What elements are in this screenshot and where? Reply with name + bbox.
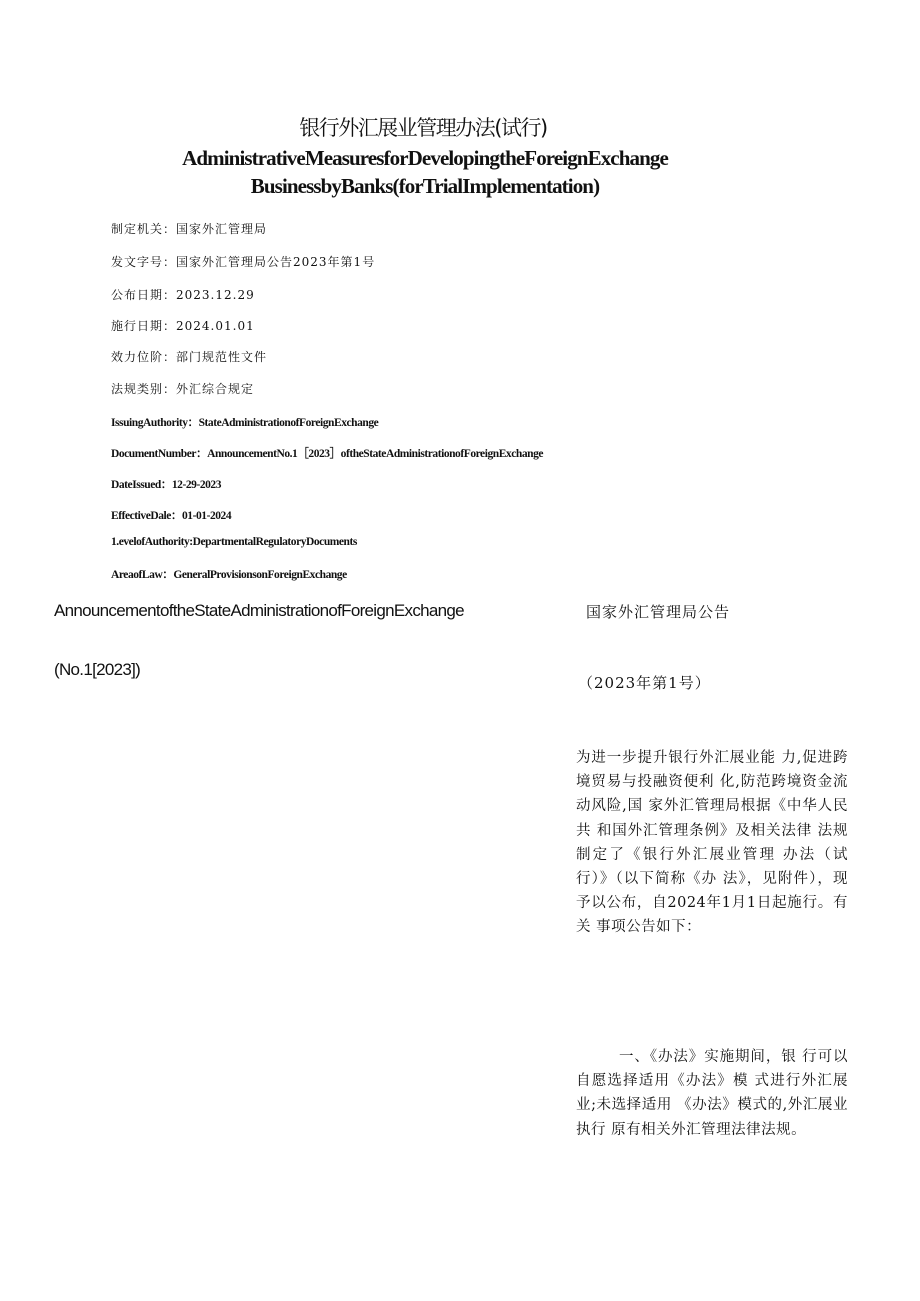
body-paragraph-intro: 为进一步提升银行外汇展业能 力,促进跨境贸易与投融资便利 化,防范跨境资金流动风险,国 家外汇管理局根据《中华人民共 和国外汇管理条例》及相关法律 法规制定了《银行外汇展业管理 办法（试行）》（以下简称《办 法》，见附件），现予以公布，自2024年1月1日起施行。有关 事项公告如下： <box>576 750 848 936</box>
meta-effective-date-cn <box>111 317 255 334</box>
meta-value: 2023.12.29 <box>176 288 255 302</box>
meta-value: 12-29-2023 <box>171 479 222 491</box>
announcement-title-cn: 国家外汇管理局公告 <box>586 603 731 621</box>
announcement-title-en: AnnouncementoftheStateAdministrationofForeignExchange <box>54 601 464 620</box>
body-paragraph-article-1: 一、《办法》实施期间，银 行可以自愿选择适用《办法》模 式进行外汇展业;未选择适用 《办法》模式的,外汇展业执行 原有相关外汇管理法律法规。 <box>576 1049 848 1138</box>
meta-value: GeneralProvisionsonForeignExchange <box>173 569 347 581</box>
document-title-en-line2: BusinessbyBanks(forTrialImplementation) <box>250 174 600 198</box>
meta-value: AnnouncementNo.1［2023］oftheStateAdministrationofForeignExchange <box>207 448 544 460</box>
meta-label: EffectiveDale： <box>111 510 182 522</box>
meta-label: 发文字号： <box>111 255 177 269</box>
meta-label: AreaofLaw： <box>111 569 174 581</box>
meta-label: 法规类别： <box>111 382 177 396</box>
meta-value: 国家外汇管理局公告2023年第1号 <box>176 255 376 269</box>
meta-value: 国家外汇管理局 <box>176 222 268 236</box>
meta-label: IssuingAuthority： <box>111 417 199 429</box>
meta-area-of-law-cn <box>111 380 254 397</box>
meta-document-number-cn <box>111 253 375 270</box>
meta-label: 制定机关： <box>111 222 177 236</box>
meta-label: DocumentNumber： <box>111 448 208 460</box>
meta-value: 1.evelofAuthority:DepartmentalRegulatoryDocuments <box>111 536 357 548</box>
meta-effective-date-en <box>111 507 231 523</box>
meta-date-issued-en <box>111 476 221 492</box>
meta-value: 外汇综合规定 <box>176 382 255 396</box>
meta-label: 效力位阶： <box>111 350 177 364</box>
announcement-number-en: (No.1[2023]) <box>54 660 141 679</box>
meta-level-of-authority-en <box>111 536 357 548</box>
meta-document-number-en <box>111 445 543 461</box>
document-title-en <box>100 144 750 200</box>
document-title-cn: 银行外汇展业管理办法(试行) <box>299 116 547 140</box>
meta-value: 2024.01.01 <box>176 319 255 333</box>
meta-area-of-law-en <box>111 566 347 582</box>
meta-label: 施行日期： <box>111 319 177 333</box>
meta-date-issued-cn <box>111 286 255 303</box>
meta-value: StateAdministrationofForeignExchange <box>198 417 379 429</box>
meta-value: 部门规范性文件 <box>176 350 268 364</box>
meta-label: 公布日期： <box>111 288 177 302</box>
meta-level-of-authority-cn <box>111 348 267 365</box>
meta-label: DateIssued： <box>111 479 172 491</box>
meta-issuing-authority-cn <box>111 220 267 237</box>
announcement-number-cn: （2023年第1号） <box>578 674 711 692</box>
meta-value: 01-01-2024 <box>181 510 232 522</box>
document-title-en-line1: AdministrativeMeasuresforDevelopingtheForeignExchange <box>182 146 668 170</box>
meta-issuing-authority-en <box>111 414 378 430</box>
